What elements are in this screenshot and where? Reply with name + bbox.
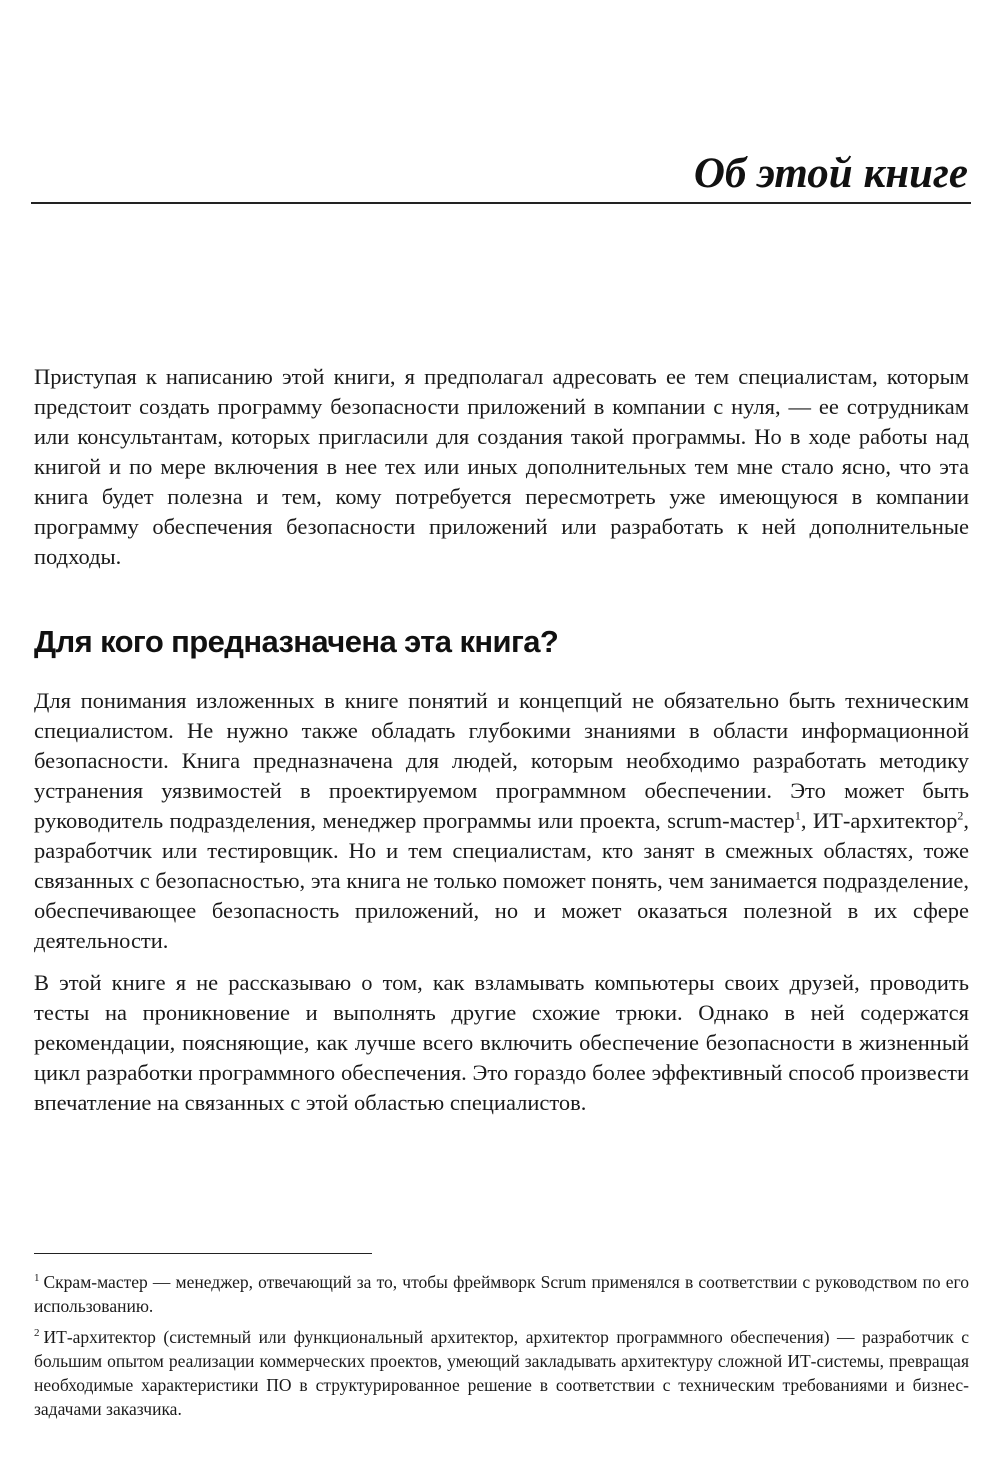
footnote-2-number: 2 [34, 1327, 40, 1340]
footnotes [34, 1270, 969, 1421]
section-paragraph-1 [34, 686, 969, 956]
footnote-ref-1[interactable]: 1 [794, 808, 801, 823]
footnote-1-number: 1 [34, 1272, 40, 1285]
section-paragraph-1-part3: , разработчик или тестировщик. Но и тем специалистам, кто занят в смежных областях, тоже связанных с безопасностью, эта книга не только поможет понять, чем занимается подразделение, обеспечивающее безопасность приложений, но и может оказаться полезной в их сфере деятельности. [34, 808, 970, 953]
footnote-rule [34, 1253, 372, 1254]
footnote-ref-2[interactable]: 2 [957, 808, 964, 823]
footnote-1 [34, 1270, 969, 1318]
section-body [34, 686, 969, 1118]
section-heading: Для кого предназначена эта книга? [34, 624, 559, 659]
intro-paragraph: Приступая к написанию этой книги, я предполагал адресовать ее тем специалистам, которым предстоит создать программу безопасности приложений в компании с нуля, — ее сотрудникам или консультантам, которых пригласили для создания такой программы. Но в ходе работы над книгой и по мере включения в нее тех или иных дополнительных тем мне стало ясно, что эта книга будет полезна и тем, кому потребуется пересмотреть уже имеющуюся в компании программу обеспечения безопасности приложений или разработать к ней дополнительные подходы. [34, 364, 969, 569]
footnote-2-text: ИТ-архитектор (системный или функциональный архитектор, архитектор программного обеспечения) — разработчик с большим опытом реализации коммерческих проектов, умеющий закладывать архитектуру сложной ИТ-системы, превращая необходимые характеристики ПО в структурированное решение в соответствии с техническим требованиями и бизнес-задачами заказчика. [34, 1327, 969, 1419]
intro-block [34, 362, 969, 572]
footnote-1-text: Скрам-мастер — менеджер, отвечающий за то, чтобы фреймворк Scrum применялся в соответствии с руководством по его использованию. [34, 1272, 969, 1316]
section-paragraph-1-part2: , ИТ-архитектор [800, 808, 958, 833]
footnote-2 [34, 1325, 969, 1421]
section-paragraph-1-part1: Для понимания изложенных в книге понятий и концепций не обязательно быть техническим специалистом. Не нужно также обладать глубокими знаниями в области информационной безопасности. Книга предназначена для людей, которым необходимо разработать методику устранения уязвимостей в проектируемом программном обеспечении. Это может быть руководитель подразделения, менеджер программы или проекта, scrum-мастер [34, 688, 969, 833]
title-rule [31, 202, 971, 204]
chapter-title: Об этой книге [693, 150, 968, 197]
section-paragraph-2: В этой книге я не рассказываю о том, как взламывать компьютеры своих друзей, проводить тесты на проникновение и выполнять другие схожие трюки. Однако в ней содержатся рекомендации, поясняющие, как лучше всего включить обеспечение безопасности в жизненный цикл разработки программного обеспечения. Это гораздо более эффективный способ произвести впечатление на связанных с этой областью специалистов. [34, 970, 969, 1115]
